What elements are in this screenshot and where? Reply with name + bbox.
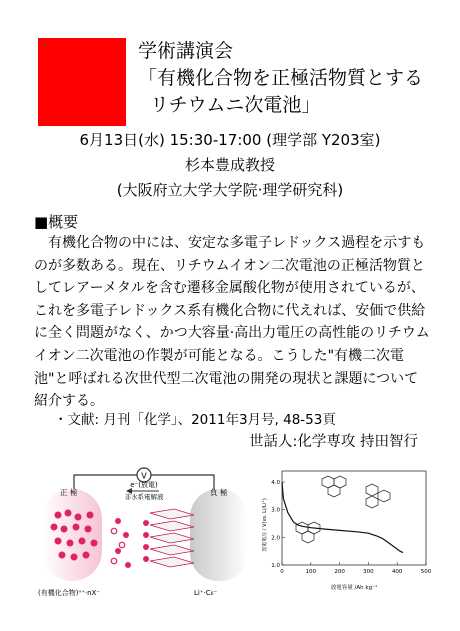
x-tick-label: 0 [280,569,284,575]
event-datetime: 6月13日(水) 15:30-17:00 (理学部 Y203室) [79,131,381,149]
plot-frame [282,471,426,565]
voltmeter-label: V [141,471,147,481]
red-square-decoration [38,38,126,126]
negative-electrode [190,489,248,581]
graphite-layers [150,509,194,567]
y-tick-label: 1.0 [271,563,280,569]
positive-caption: (有機化合物)ⁿ⁺·nX⁻ [38,589,101,597]
electrolyte-label: 非水系電解液 [124,493,164,501]
negative-label: 負 極 [210,488,228,497]
positive-electrode [42,489,102,581]
reference: ・文献: 月刊「化学」、2011年3月号, 48-53頁 [54,412,336,428]
x-tick-label: 200 [334,569,345,575]
y-tick-label: 4.0 [271,480,280,487]
x-axis-label: 放電容量 /Ah kg⁻¹ [330,585,378,591]
title-line-2: 「有機化合物を正極活物質とする [138,67,424,89]
title-line-3: リチウムニ次電池」 [150,94,321,116]
lecture-title [138,38,423,119]
summary-text: 有機化合物の中には、安定な多電子レドックス過程を示すものが多数ある。現在、リチウムイオン二次電池の正極活物質としてレアーメタルを含む遷移金属酸化物が使用されているが、これを多電子レドックス系有機化合物に代えれば、安価で供給に全く問題がなく、かつ大容量·高出力電圧の高性能のリチウムイオン二次電池の作製が可能となる。こうした"有機二次電池"と呼ばれる次世代型二次電池の開発の現状と課題について紹介する。 [34,235,430,410]
title-line-1: 学術講演会 [138,40,234,62]
x-tick-label: 300 [363,569,374,575]
speaker-affiliation: (大阪府立大学大学院·理学研究科) [116,181,344,199]
speaker-name: 杉本豊成教授 [184,156,275,174]
x-tick-label: 500 [420,569,432,575]
discharge-chart [262,465,434,593]
x-tick-label: 400 [391,569,403,575]
positive-label: 正 極 [60,488,78,497]
electron-label: e⁻(放電) [130,481,158,489]
host-info: 世話人:化学専攻 持田智行 [249,434,418,450]
y-tick-label: 3.0 [271,507,280,514]
negative-caption: Li⁺·C₆⁻ [194,589,218,597]
y-tick-label: 2.0 [271,535,280,542]
battery-diagram [34,465,256,605]
x-tick-label: 100 [305,569,317,575]
summary-heading: ■概要 [34,213,79,231]
y-axis-label: 放電電圧 / V(vs. Li/Li⁺) [262,498,268,552]
